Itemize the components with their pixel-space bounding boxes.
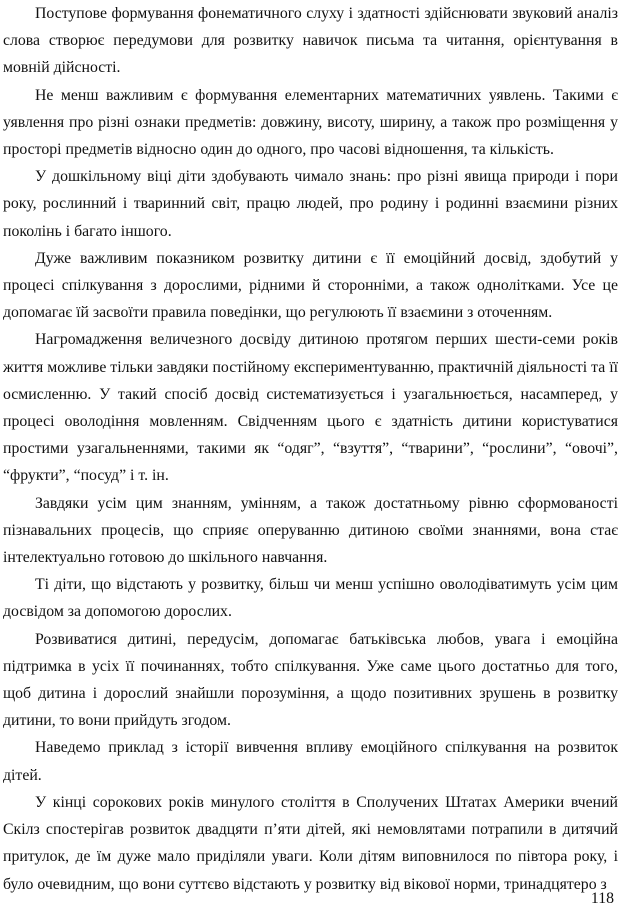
paragraph: Нагромадження величезного досвіду дитиною протягом перших шести-семи років життя можливе тільки завдяки постійному експериментуванню, практичній діяльності та її осмисленню. У такий спосіб досвід систематизується і узагальнюється, насамперед, у процесі оволодіння мовленням. Свідченням цього є здатність дитини користуватися простими узагальненнями, такими як “одяг”, “взуття”, “тварини”, “рослини”, “овочі”, “фрукти”, “посуд” і т. ін. (3, 331, 618, 485)
paragraph: Наведемо приклад з історії вивчення впливу емоційного спілкування на розвиток дітей. (3, 739, 618, 784)
paragraph: Поступове формування фонематичного слуху і здатності здійснювати звуковий аналіз слова створює передумови для розвитку навичок письма та читання, орієнтування в мовній дійсності. (3, 5, 618, 77)
paragraph: Завдяки усім цим знанням, умінням, а також достатньому рівню сформованості пізнавальних процесів, що сприяє оперуванню дитиною своїми знаннями, вона стає інтелектуально готовою до шкільного навчання. (3, 494, 618, 567)
paragraph: Не менш важливим є формування елементарних математичних уявлень. Такими є уявлення про різні ознаки предметів: довжину, висоту, ширину, а також про розміщення у просторі предметів відносно один до одного, про часові відношення, та кількість. (3, 86, 618, 159)
body-text (3, 0, 618, 898)
paragraph: Розвиватися дитині, передусім, допомагає батьківська любов, увага і емоційна підтримка в усіх її починаннях, тобто спілкування. Уже саме цього достатньо для того, щоб дитина і дорослий знайшли порозуміння, а щодо позитивних зрушень в розвитку дитини, то вони прийдуть згодом. (3, 630, 618, 730)
page-number: 118 (590, 890, 614, 907)
paragraph: Ті діти, що відстають у розвитку, більш чи менш успішно оволодіватимуть усім цим досвідом за допомогою дорослих. (3, 576, 618, 621)
paragraph: У дошкільному віці діти здобувають чимало знань: про різні явища природи і пори року, рослинний і тваринний світ, працю людей, про родину і родинні взаємини різних поколінь і багато іншого. (3, 168, 618, 240)
paragraph: Дуже важливим показником розвитку дитини є її емоційний досвід, здобутий у процесі спілкування з дорослими, рідними й сторонніми, а також однолітками. Усе це допомагає їй засвоїти правила поведінки, що регулюють її взаємини з оточенням. (3, 249, 618, 322)
paragraph: У кінці сорокових років минулого століття в Сполучених Штатах Америки вчений Скілз спостерігав розвиток двадцяти п’яти дітей, які немовлятами потрапили в дитячий притулок, де їм дуже мало приділяли уваги. Коли дітям виповнилося по півтора року, і було очевидним, що вони суттєво відстають у розвитку від вікової норми, тринадцятеро з (3, 793, 618, 893)
